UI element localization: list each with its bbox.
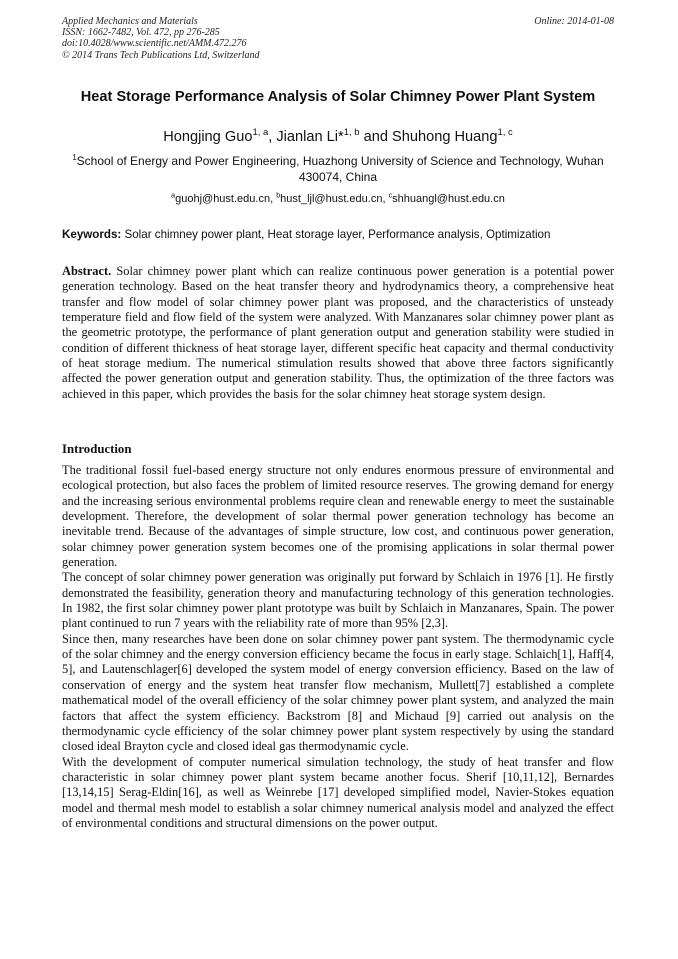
author-affiliation-marker: 1, a bbox=[252, 127, 269, 139]
keywords bbox=[62, 227, 614, 242]
email-marker: c bbox=[388, 191, 393, 200]
doi-line: doi:10.4028/www.scientific.net/AMM.472.276 bbox=[62, 38, 247, 50]
paper-title: Heat Storage Performance Analysis of Solar Chimney Power Plant System bbox=[80, 89, 596, 105]
paragraph: The traditional fossil fuel-based energy structure not only endures enormous pressure of environmental and ecological protection, but also faces the problem of limited resource reserves. The growing demand for energy and the increasing serious environmental problems require clean and renewable energy to meet the sustainable development. Therefore, the development of solar thermal power generation technology has become an inevitable trend. Because of the advantages of simple structure, low cost, and continuous power generation, solar chimney power generation system becomes one of the promising applications in solar thermal power generation. bbox=[62, 463, 614, 570]
author-affiliation-marker: 1, c bbox=[497, 127, 513, 139]
author-list bbox=[62, 127, 614, 147]
issn-line: ISSN: 1662-7482, Vol. 472, pp 276-285 bbox=[62, 27, 220, 39]
abstract-label: Abstract. bbox=[62, 264, 112, 278]
paragraph: Since then, many researches have been done on solar chimney power pant system. The thermodynamic cycle of the solar chimney and the energy conversion efficiency became the focus in early stage. Schlaich[1], Haff[4, 5], and Lautenschlager[6] developed the system model of energy conversion efficiency. Based on the law of conservation of energy and the system heat transfer flow mechanism, Mullett[7] established a complete mathematical model of the overall efficiency of the solar chimney power plant system, and analyzed the main factors that affect the system efficiency. Backstrom [8] and Michaud [9] carried out analysis on the thermodynamic cycle efficiency of the solar chimney power plant system respectively by using the standard closed ideal Brayton cycle and closed ideal gas thermodynamic cycle. bbox=[62, 631, 614, 754]
email-address: hust_ljl@hust.edu.cn, bbox=[280, 193, 389, 205]
affiliation-text: School of Energy and Power Engineering, Huazhong University of Science and Technology, Wuhan 430074, China bbox=[76, 154, 604, 184]
paragraph: The concept of solar chimney power generation was originally put forward by Schlaich in 1976 [1]. He firstly demonstrated the feasibility, generation theory and manufacturing technology of this generation technologies. In 1982, the first solar chimney power plant prototype was built by Schlaich in Manzanares, Spain. The power plant continued to run 7 years with the reliability rate of more than 95% [2,3]. bbox=[62, 570, 614, 631]
online-date: Online: 2014-01-08 bbox=[534, 16, 614, 27]
keywords-text: Solar chimney power plant, Heat storage layer, Performance analysis, Optimization bbox=[121, 228, 551, 241]
affiliation-marker: 1 bbox=[72, 153, 77, 162]
email-marker: a bbox=[171, 191, 176, 200]
journal-name: Applied Mechanics and Materials bbox=[62, 16, 198, 27]
author-affiliation-marker: 1, b bbox=[343, 127, 360, 139]
author-emails bbox=[62, 192, 614, 206]
copyright-line: © 2014 Trans Tech Publications Ltd, Switzerland bbox=[62, 49, 260, 61]
email-address: guohj@hust.edu.cn, bbox=[175, 193, 277, 205]
journal-header bbox=[62, 16, 614, 61]
affiliation bbox=[62, 154, 614, 185]
keywords-label: Keywords: bbox=[62, 228, 122, 241]
author-separator: , bbox=[268, 129, 277, 145]
abstract-text: Solar chimney power plant which can realize continuous power generation is a potential power generation technology. Based on the heat transfer theory and hydrodynamics theory, a comprehensive heat transfer and flow model of solar chimney power plant was proposed, and the characteristics of unsteady temperature field and flow field of the system were analyzed. With Manzanares solar chimney power plant as the geometric prototype, the performance of plant generation output and generation stability were studied in condition of different thickness of heat storage layer, different specific heat capacity and thermal conductivity of heat storage medium. The numerical stimulation results showed that above three factors significantly affected the power generation output and generation stability. Thus, the optimization of the three factors was achieved in this paper, which provides the basis for the solar chimney heat storage system design. bbox=[62, 264, 614, 401]
section-heading-introduction: Introduction bbox=[62, 442, 132, 456]
email-marker: b bbox=[276, 191, 281, 200]
author-name: Shuhong Huang bbox=[392, 129, 498, 145]
author-name: Jianlan Li* bbox=[276, 129, 344, 145]
email-address: shhuangl@hust.edu.cn bbox=[392, 193, 505, 205]
introduction-body bbox=[62, 463, 614, 831]
paragraph: With the development of computer numerical simulation technology, the study of heat transfer and flow characteristic in solar chimney power plant system became another focus. Sherif [10,11,12], Bernardes [13,14,15] Serag-Eldin[16], as well as Weinrebe [17] developed simplified model, Navier-Stokes equation model and thermal mesh model to establish a solar chimney numerical analysis model and analyzed the effect of environmental conditions and structural dimensions on the power output. bbox=[62, 754, 614, 830]
author-separator: and bbox=[359, 129, 393, 145]
abstract bbox=[62, 264, 614, 402]
author-name: Hongjing Guo bbox=[163, 129, 253, 145]
